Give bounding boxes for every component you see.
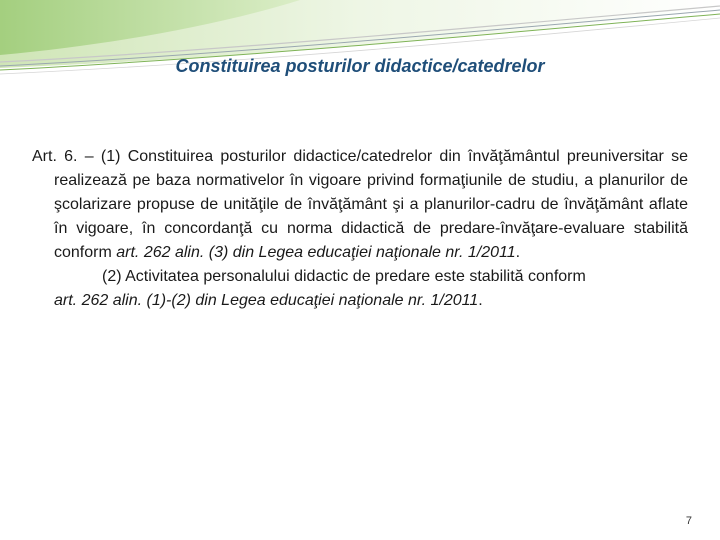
paragraph-1-text: Art. 6. – (1) Constituirea posturilor didactice/catedrelor din învăţământul preuniversitar se realizează pe baza normativelor în vigoare privind formaţiunile de studiu, a planurilor de şcolarizare propuse de unităţile de învăţământ şi a planurilor-cadru de învăţământ aflate în vigoare, în concordanţă cu norma didactică de predare-învăţare-evaluare stabilită conform	[32, 148, 688, 261]
paragraph-2-text: (2) Activitatea personalului didactic de predare este stabilită conform	[102, 268, 586, 285]
paragraph-1-end: .	[515, 244, 521, 261]
paragraph-2-law-reference: art. 262 alin. (1)-(2) din Legea educaţiei naţionale nr. 1/2011	[54, 292, 479, 309]
paragraph-article-6-2	[32, 265, 688, 313]
paragraph-2-end: .	[478, 292, 483, 309]
paragraph-2-reference-line	[54, 289, 688, 313]
slide-title: Constituirea posturilor didactice/catedrelor	[175, 56, 545, 76]
paragraph-article-6-1	[32, 145, 688, 265]
paragraph-1-law-reference: art. 262 alin. (3) din Legea educaţiei naţionale nr. 1/2011	[116, 244, 516, 261]
slide-body	[32, 145, 688, 313]
page-number: 7	[685, 515, 692, 527]
